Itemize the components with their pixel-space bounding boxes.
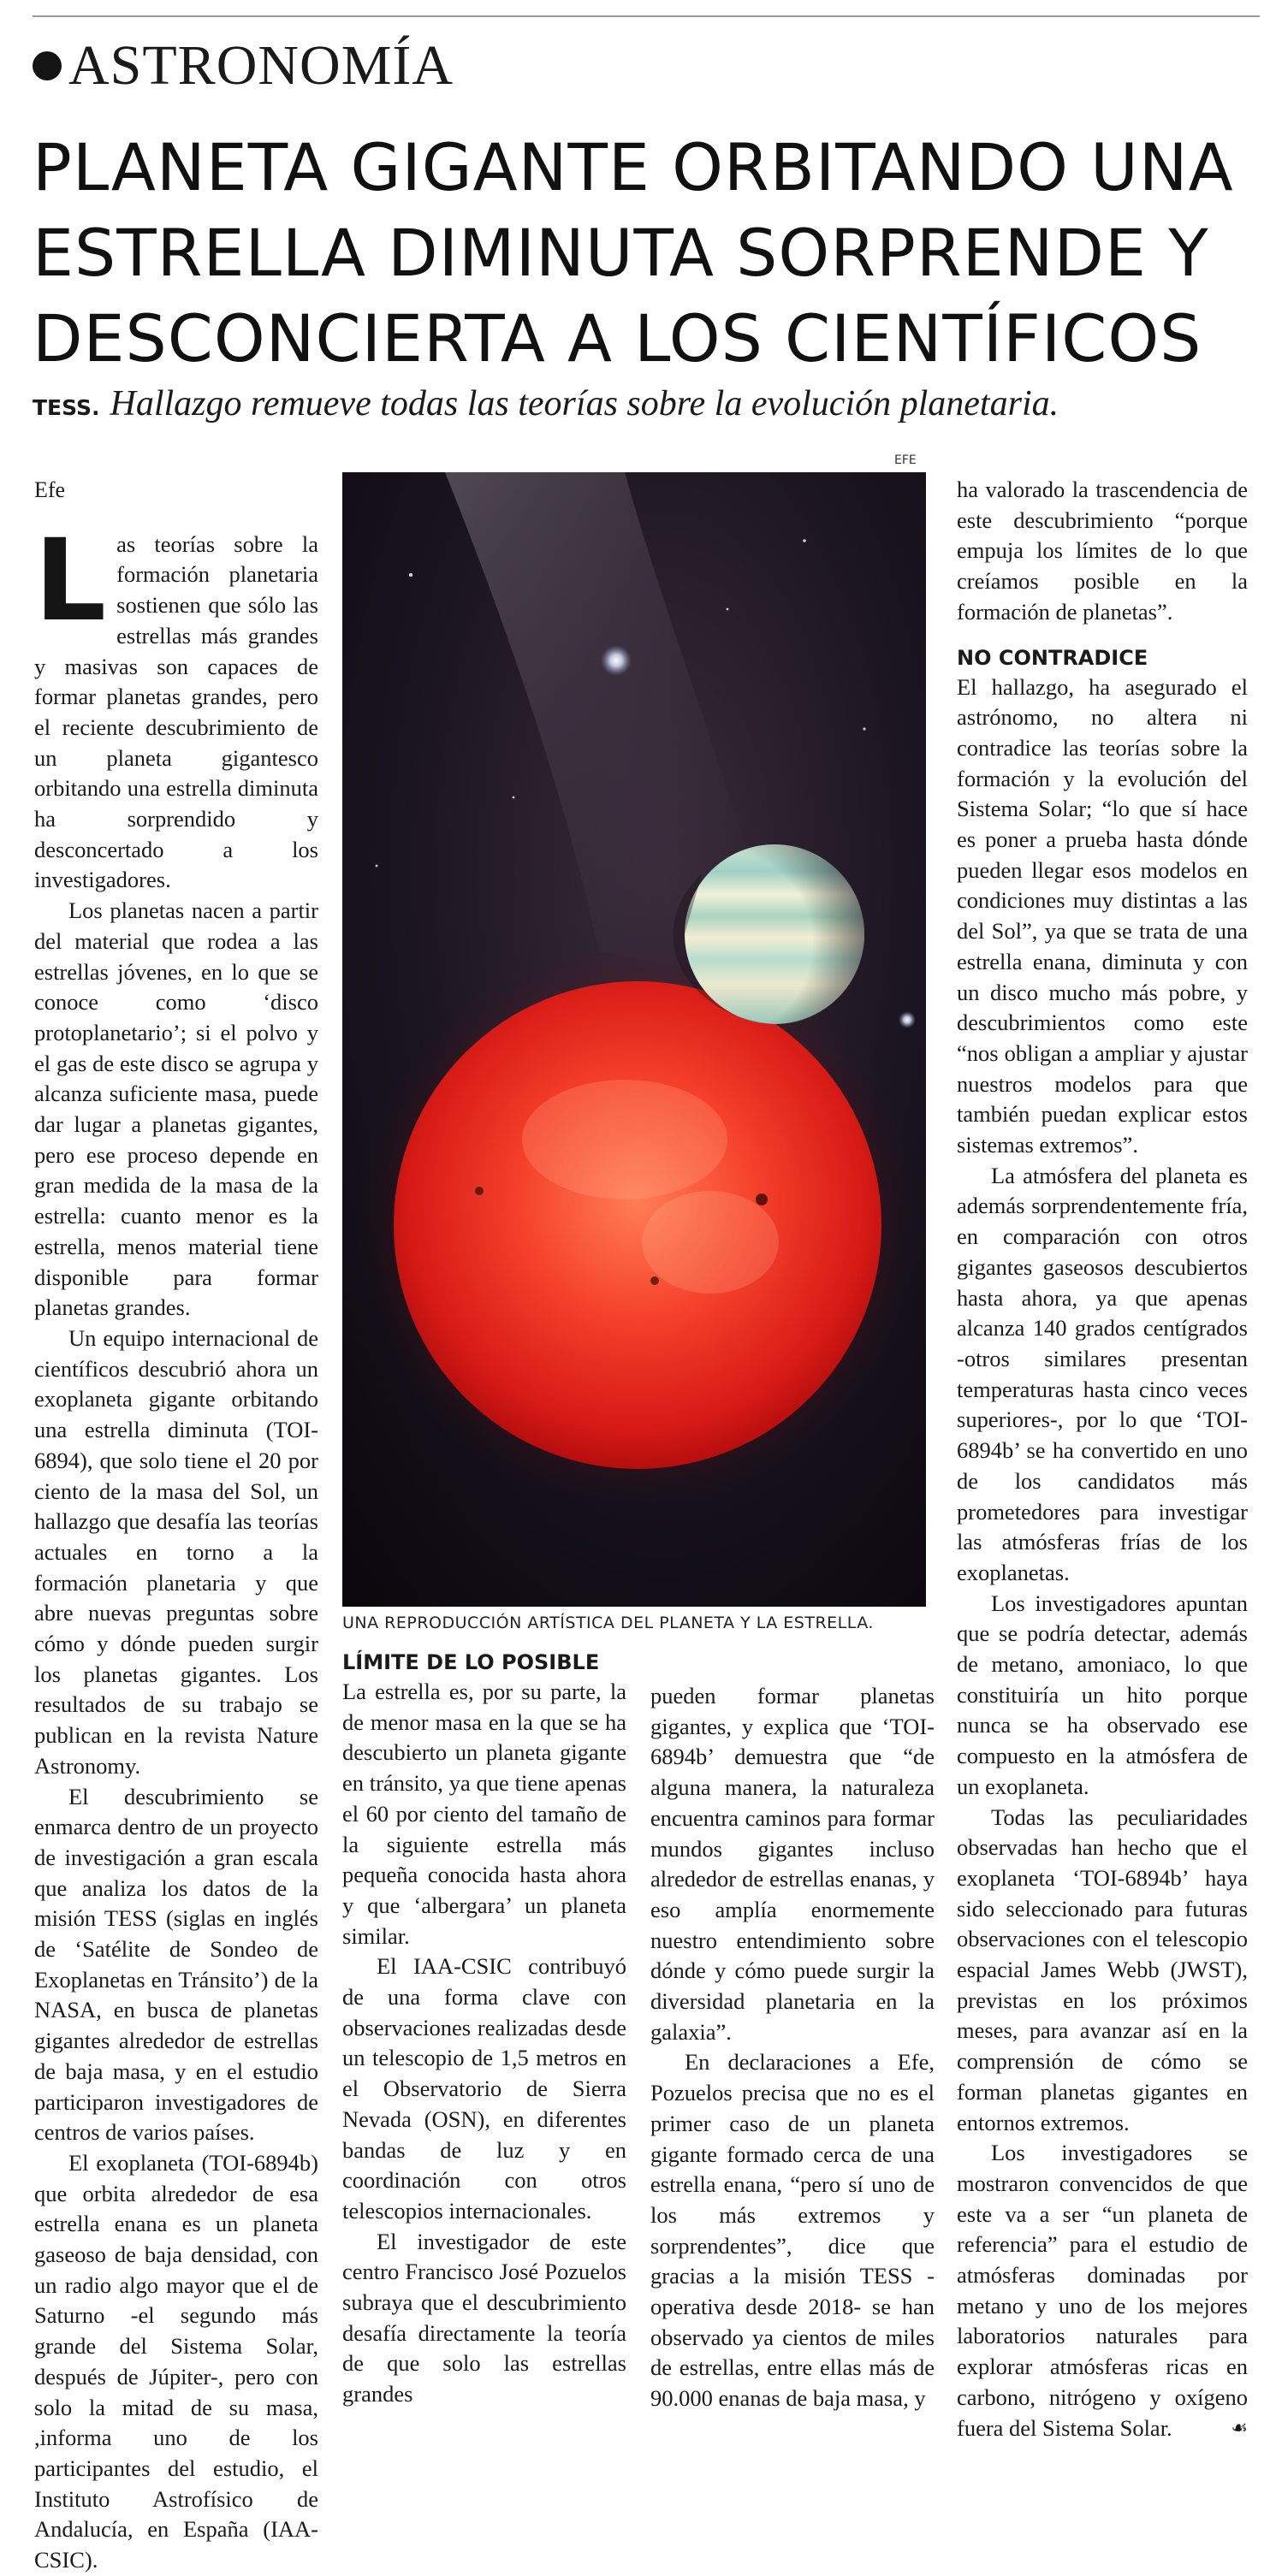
drop-cap: L	[34, 514, 107, 647]
paragraph: ha valorado la trascendencia de este descubrimiento “porque empuja los límites de lo que creíamos posible en la formación de planetas”.	[957, 477, 1248, 625]
section-header	[33, 34, 454, 97]
column-4	[957, 475, 1248, 2443]
paragraph: Los investigadores se mostraron convencidos de que este va a ser “un planeta de referencia” para el estudio de atmósferas dominadas por metano y uno de los mejores laboratorios naturales para explorar atmósferas ricas en carbono, nitrógeno y oxígeno fuera del Sistema Solar. ☙	[957, 2138, 1248, 2443]
paragraph: El descubrimiento se enmarca dentro de un proyecto de investigación a gran escala que analiza los datos de la misión TESS (siglas en inglés de ‘Satélite de Sondeo de Exoplanetas en Tránsito’) de la NASA, en busca de planetas gigantes alrededor de estrellas de baja masa, y en el estudio participaron investigadores de centros de varios países.	[34, 1783, 318, 2146]
paragraph: Las teorías sobre la formación planetaria sostienen que sólo las estrellas más grandes y masivas son capaces de formar planetas grandes, pero el reciente descubrimiento de un planeta gigantesco orbitando una estrella diminuta ha sorprendido y desconcertado a los investigadores.	[34, 514, 318, 893]
paragraph: El IAA-CSIC contribuyó de una forma clave con observaciones realizadas desde un telescopio de 1,5 metros en el Observatorio de Sierra Nevada (OSN), en diferentes bandas de luz y en coordinación con otros telescopios internacionales.	[342, 1953, 626, 2224]
article-photo	[342, 472, 926, 1607]
paragraph: El hallazgo, ha asegurado el astrónomo, no altera ni contradice las teorías sobre la formación y la evolución del Sistema Solar; “lo que sí hace es poner a prueba hasta dónde pueden llegar esos modelos en condiciones muy distintas a las del Sol”, ya que se trata de una estrella enana, diminuta y con un disco mucho más pobre, y descubrimientos como este “nos obligan a ampliar y ajustar nuestros modelos para que también puedan explicar estos sistemas extremos”.	[957, 673, 1248, 1158]
photo-caption: UNA REPRODUCCIÓN ARTÍSTICA DEL PLANETA Y LA ESTRELLA.	[342, 1614, 874, 1632]
deck-tag: TESS.	[33, 395, 100, 420]
paragraph: El investigador de este centro Francisco José Pozuelos subraya que el descubrimiento desafía directamente la teoría de que solo las estrellas grandes	[342, 2228, 626, 2407]
paragraph: pueden formar planetas gigantes, y explica que ‘TOI-6894b’ demuestra que “de alguna manera, la naturaleza encuentra caminos para formar mundos gigantes incluso alrededor de estrellas enanas, y eso amplía enormemente nuestro entendimiento sobre dónde y cómo puede surgir la diversidad planetaria en la galaxia”.	[650, 1683, 935, 2045]
column-2	[342, 1649, 626, 2410]
column-3	[650, 1681, 935, 2414]
subheading: LÍMITE DE LO POSIBLE	[342, 1650, 600, 1674]
end-mark-icon: ☙	[1231, 2417, 1248, 2439]
photo-credit: EFE	[894, 453, 917, 467]
paragraph: Los planetas nacen a partir del material que rodea a las estrellas jóvenes, en lo que se conoce como ‘disco protoplanetario’; si el polvo y el gas de este disco se agrupa y alcanza suficiente masa, puede dar lugar a planetas gigantes, pero ese proceso depende en gran medida de la masa de la estrella: cuanto menor es la estrella, menos material tiene disponible para formar planetas grandes.	[34, 897, 318, 1321]
paragraph: En declaraciones a Efe, Pozuelos precisa que no es el primer caso de un planeta gigante formado cerca de una estrella enana, “pero sí uno de los más extremos y sorprendentes”, dice que gracias a la misión TESS -operativa desde 2018- se han observado ya cientos de miles de estrellas, entre ellas más de 90.000 enanas de baja masa, y	[650, 2049, 935, 2412]
headline: PLANETA GIGANTE ORBITANDO UNA ESTRELLA DIMINUTA SORPRENDE Y DESCONCIERTA A LOS CIENTÍFICOS	[33, 129, 1234, 376]
column-1	[34, 475, 318, 2576]
deck-text: Hallazgo remueve todas las teorías sobre la evolución planetaria.	[110, 384, 1059, 423]
subheading: NO CONTRADICE	[957, 645, 1148, 670]
paragraph: Un equipo internacional de científicos descubrió ahora un exoplaneta gigante orbitando una estrella diminuta (TOI-6894), que solo tiene el 20 por ciento de la masa del Sol, un hallazgo que desafía las teorías actuales en torno a la formación planetaria y que abre nuevas preguntas sobre cómo y dónde pueden surgir los planetas gigantes. Los resultados de su trabajo se publican en la revista Nature Astronomy.	[34, 1324, 318, 1779]
paragraph: La atmósfera del planeta es además sorprendentemente fría, en comparación con otros gigantes gaseosos descubiertos hasta ahora, ya que apenas alcanza 140 grados centígrados -otros similares presentan temperaturas hasta cinco veces superiores-, por lo que ‘TOI-6894b’ se ha convertido en uno de los candidatos más prometedores para investigar las atmósferas frías de los exoplanetas.	[957, 1162, 1248, 1585]
top-rule	[33, 15, 1260, 17]
byline: Efe	[34, 477, 66, 502]
deck	[33, 383, 1059, 424]
paragraph: El exoplaneta (TOI-6894b) que orbita alrededor de esa estrella enana es un planeta gaseoso de baja densidad, con un radio algo mayor que el de Saturno -el segundo más grande del Sistema Solar, después de Júpiter-, pero con solo la mitad de su masa, ,informa uno de los participantes del estudio, el Instituto Astrofísico de Andalucía, en España (IAA-CSIC).	[34, 2149, 318, 2573]
paragraph: Los investigadores apuntan que se podría detectar, además de metano, amoniaco, lo que constituiría un hito porque nunca se ha observado ese compuesto en la atmósfera de un exoplaneta.	[957, 1590, 1248, 1799]
bullet-icon	[33, 51, 62, 80]
section-label: ASTRONOMÍA	[68, 34, 454, 97]
star-planet-illustration	[342, 472, 926, 1607]
paragraph: Todas las peculiaridades observadas han hecho que el exoplaneta ‘TOI-6894b’ haya sido seleccionado para futuras observaciones con el telescopio espacial James Webb (JWST), previstas en los próximos meses, para avanzar así en la comprensión de cómo se forman planetas gigantes en entornos extremos.	[957, 1803, 1248, 2135]
paragraph: La estrella es, por su parte, la de menor masa en la que se ha descubierto un planeta gigante en tránsito, ya que tiene apenas el 60 por ciento del tamaño de la siguiente estrella más pequeña conocida hasta ahora y que ‘albergara’ un planeta similar.	[342, 1679, 626, 1949]
